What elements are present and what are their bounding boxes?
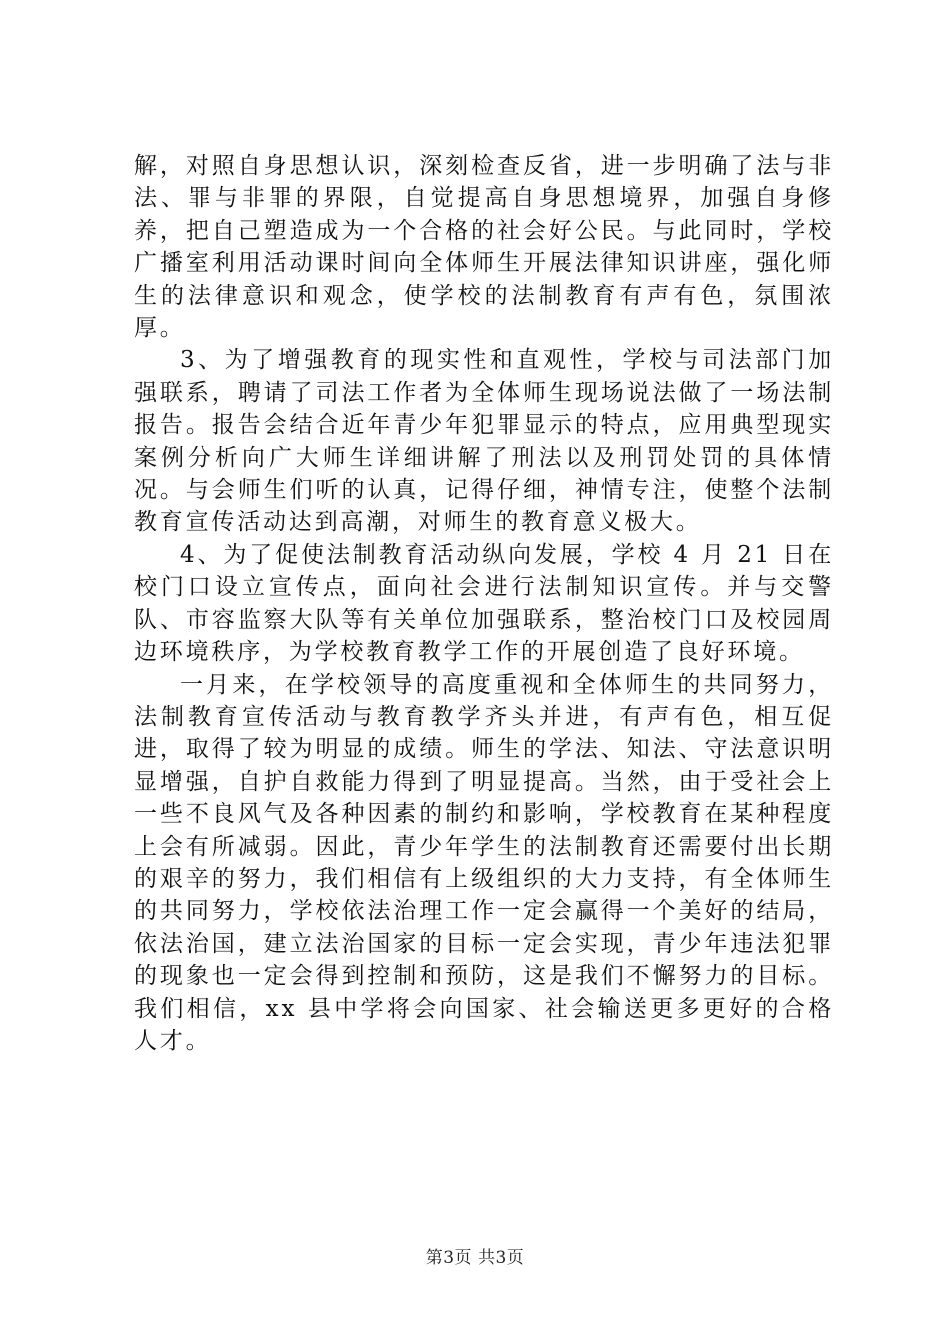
paragraph-summary: 一月来，在学校领导的高度重视和全体师生的共同努力，法制教育宣传活动与教育教学齐头并进，有声有色，相互促进，取得了较为明显的成绩。师生的学法、知法、守法意识明显增强，自护自救能力得到了明显提高。当然，由于受社会上一些不良风气及各种因素的制约和影响，学校教育在某种程度上会有所减弱。因此，青少年学生的法制教育还需要付出长期的艰辛的努力，我们相信有上级组织的大力支持，有全体师生的共同努力，学校依法治理工作一定会赢得一个美好的结局，依法治国，建立法治国家的目标一定会实现，青少年违法犯罪的现象也一定会得到控制和预防，这是我们不懈努力的目标。我们相信，xx 县中学将会向国家、社会输送更多更好的合格人才。 [134,671,834,1054]
page-footer: 第3页 共3页 [425,1248,525,1268]
document-body [134,150,834,1057]
paragraph-item-4: 4、为了促使法制教育活动纵向发展，学校 4 月 21 日在校门口设立宣传点，面向社会进行法制知识宣传。并与交警队、市容监察大队等有关单位加强联系，整治校门口及校园周边环境秩序，为学校教育教学工作的开展创造了良好环境。 [134,541,834,666]
paragraph-item-3: 3、为了增强教育的现实性和直观性，学校与司法部门加强联系，聘请了司法工作者为全体师生现场说法做了一场法制报告。报告会结合近年青少年犯罪显示的特点，应用典型现实案例分析向广大师生详细讲解了刑法以及刑罚处罚的具体情况。与会师生们听的认真，记得仔细，神情专注，使整个法制教育宣传活动达到高潮，对师生的教育意义极大。 [134,347,834,536]
paragraph-continued: 解，对照自身思想认识，深刻检查反省，进一步明确了法与非法、罪与非罪的界限，自觉提高自身思想境界，加强自身修养，把自己塑造成为一个合格的社会好公民。与此同时，学校广播室利用活动课时间向全体师生开展法律知识讲座，强化师生的法律意识和观念，使学校的法制教育有声有色，氛围浓厚。 [134,153,834,342]
